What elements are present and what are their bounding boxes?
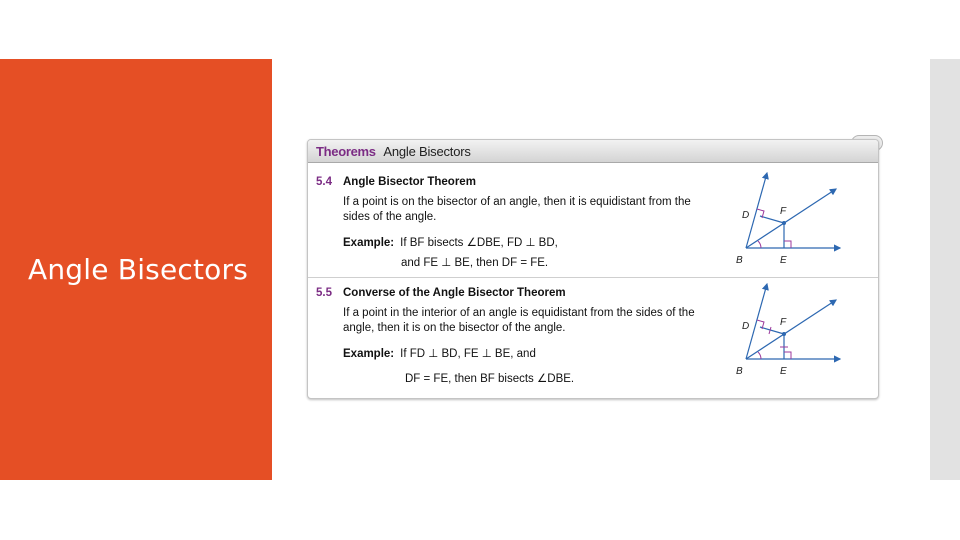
- theorem-5-5: [308, 287, 878, 397]
- right-angle-mark-e: [784, 241, 791, 248]
- theorem-example: [343, 235, 558, 249]
- theorem-card: [307, 139, 879, 399]
- label-d: D: [742, 321, 750, 332]
- theorem-number: 5.5: [316, 287, 332, 299]
- header-label: Theorems: [316, 144, 376, 159]
- example-line-2: DF = FE, then BF bisects ∠DBE.: [405, 373, 575, 385]
- theorem-name: Angle Bisector Theorem: [343, 176, 476, 188]
- slide-title: Angle Bisectors: [28, 253, 248, 286]
- angle-arc: [758, 241, 761, 248]
- example-line-1: If BF bisects ∠DBE, FD ⊥ BD,: [400, 237, 558, 249]
- example-label: Example:: [343, 348, 395, 360]
- theorem-statement: If a point in the interior of an angle is equidistant from the sides of the angle, then it is on the bisector of the angle.: [343, 307, 695, 334]
- example-label: Example:: [343, 237, 395, 249]
- example-line-1: If FD ⊥ BD, FE ⊥ BE, and: [400, 348, 536, 360]
- theorem-name: Converse of the Angle Bisector Theorem: [343, 287, 566, 299]
- angle-bisector-diagram: [733, 168, 843, 268]
- right-side-bar: [930, 59, 960, 480]
- theorem-number: 5.4: [316, 176, 332, 188]
- card-header: [308, 140, 878, 163]
- label-e: E: [780, 366, 787, 377]
- example-line-2: and FE ⊥ BE, then DF = FE.: [401, 257, 549, 269]
- label-d: D: [742, 210, 750, 221]
- theorem-statement: If a point is on the bisector of an angle, then it is equidistant from the sides of the angle.: [343, 196, 691, 223]
- label-b: B: [736, 366, 743, 377]
- right-angle-mark-e: [784, 352, 791, 359]
- segment-fd: [760, 216, 784, 223]
- point-f: [782, 332, 786, 336]
- theorem-divider: [308, 277, 878, 278]
- label-b: B: [736, 255, 743, 266]
- header-title: Angle Bisectors: [383, 144, 471, 159]
- angle-arc: [758, 352, 761, 359]
- converse-angle-bisector-diagram: [733, 279, 843, 379]
- label-e: E: [780, 255, 787, 266]
- label-f: F: [780, 206, 787, 217]
- theorem-5-4: [308, 176, 878, 276]
- card-header-text: [316, 144, 471, 159]
- segment-fd: [760, 327, 784, 334]
- theorem-example: [343, 346, 536, 360]
- point-f: [782, 221, 786, 225]
- label-f: F: [780, 317, 787, 328]
